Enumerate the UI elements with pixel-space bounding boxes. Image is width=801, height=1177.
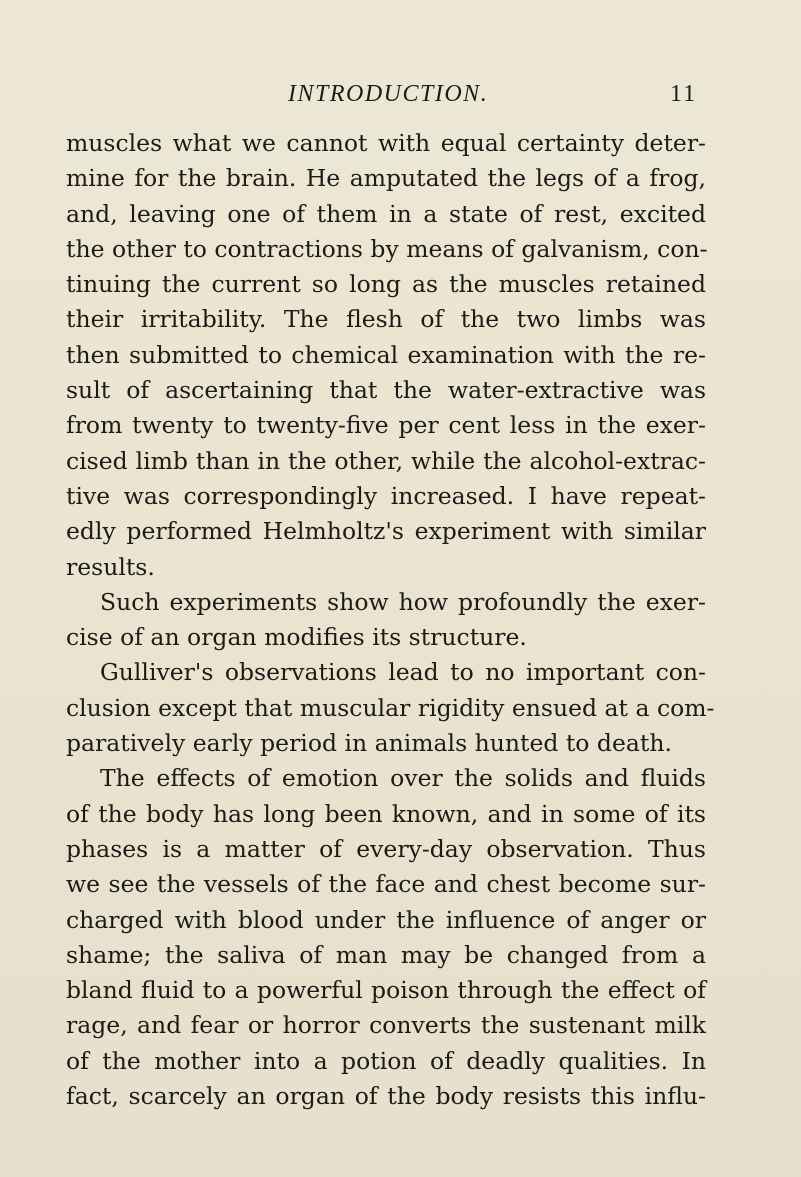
text-line: of the body has long been known, and in some of its	[66, 799, 706, 828]
text-line: tive was correspondingly increased. I have repeat-	[66, 481, 706, 510]
text-line: Gulliver's observations lead to no important con-	[100, 658, 706, 687]
text-line: Such experiments show how profoundly the exer-	[100, 587, 706, 616]
text-line: of the mother into a potion of deadly qualities. In	[66, 1046, 706, 1075]
text-line: bland fluid to a powerful poison through the effect of	[66, 976, 706, 1005]
body-text	[66, 126, 715, 1114]
text-line: paratively early period in animals hunted to death.	[66, 729, 672, 758]
text-line: results.	[66, 552, 155, 581]
text-line: cise of an organ modifies its structure.	[66, 623, 527, 652]
text-line: cised limb than in the other, while the alcohol-extrac-	[66, 446, 706, 475]
text-line: and, leaving one of them in a state of rest, excited	[66, 199, 706, 228]
text-line: clusion except that muscular rigidity ensued at a com-	[66, 693, 715, 722]
text-line: muscles what we cannot with equal certainty deter-	[66, 129, 706, 157]
text-line: phases is a matter of every-day observation. Thus	[66, 834, 706, 863]
text-line: the other to contractions by means of galvanism, con-	[66, 234, 708, 263]
text-line: sult of ascertaining that the water-extractive was	[66, 376, 706, 405]
text-line: from twenty to twenty-five per cent less in the exer-	[66, 411, 706, 440]
text-line: shame; the saliva of man may be changed from a	[66, 940, 706, 969]
running-head-title: INTRODUCTION.	[288, 81, 489, 107]
text-line: fact, scarcely an organ of the body resists this influ-	[66, 1082, 706, 1111]
text-line: mine for the brain. He amputated the legs of a frog,	[66, 164, 706, 193]
text-line: we see the vessels of the face and chest become sur-	[66, 870, 706, 899]
text-line: rage, and fear or horror converts the sustenant milk	[66, 1011, 706, 1040]
page-number: 11	[670, 81, 698, 107]
text-line: then submitted to chemical examination with the re-	[66, 340, 706, 369]
text-line: tinuing the current so long as the muscles retained	[66, 270, 706, 299]
text-line: charged with blood under the influence of anger or	[66, 905, 706, 934]
text-line: their irritability. The flesh of the two limbs was	[66, 305, 706, 334]
text-line: edly performed Helmholtz's experiment with similar	[66, 517, 706, 546]
text-line: The effects of emotion over the solids and fluids	[100, 764, 706, 793]
